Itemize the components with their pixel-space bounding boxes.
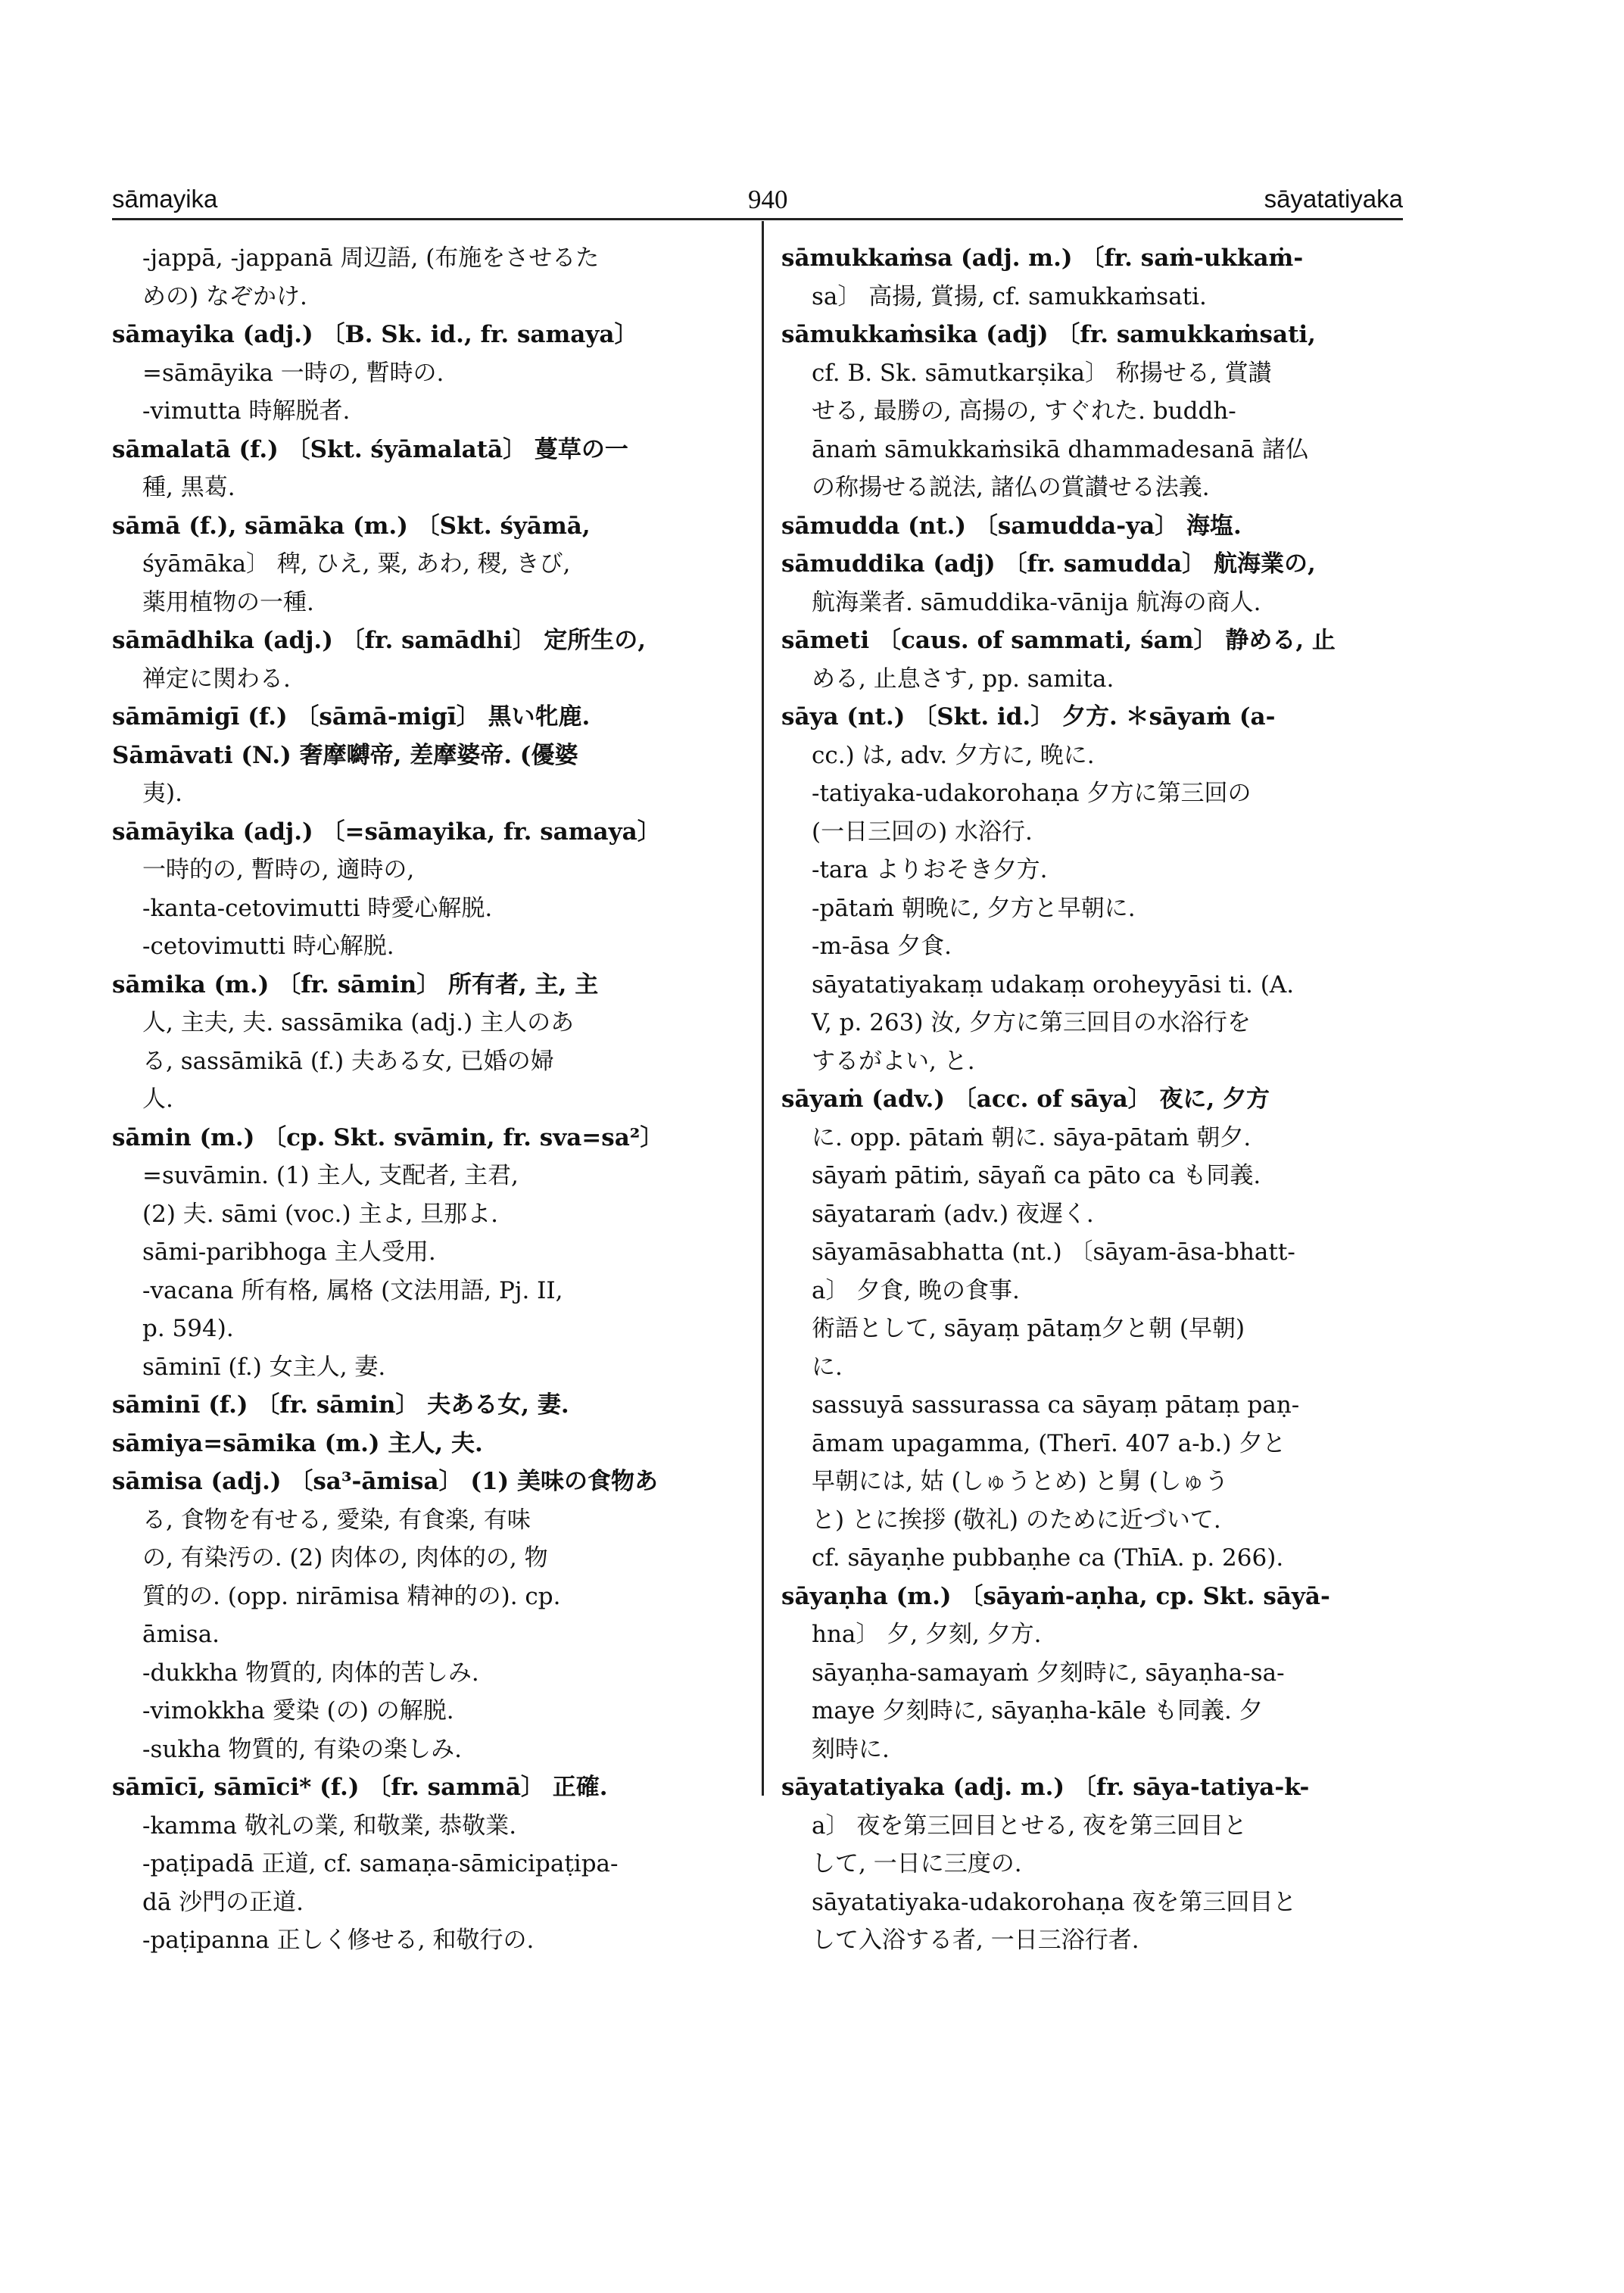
- entry-text-line: 種, 黒葛.: [142, 474, 235, 501]
- entry-text-line: V, p. 263) 汝, 夕方に第三回目の水浴行を: [812, 1009, 1252, 1036]
- entry-text-line: に. opp. pātaṁ 朝に. sāya-pātaṁ 朝夕.: [812, 1123, 1252, 1151]
- entry-headword-line: sāmāyika (adj.) 〔=sāmayika, fr. samaya〕: [112, 818, 661, 846]
- entry-text-line: 禅定に関わる.: [142, 665, 291, 693]
- entry-text-line: 夷).: [142, 780, 182, 807]
- entry-text-line: cf. sāyaṇhe pubbaṇhe ca (ThīA. p. 266).: [812, 1544, 1284, 1572]
- entry-headword-line: sāminī (f.) 〔fr. sāmin〕 夫ある女, 妻.: [112, 1391, 569, 1419]
- entry-headword-line: sāyaṁ (adv.) 〔acc. of sāya〕 夜に, 夕方: [781, 1086, 1270, 1113]
- entry-text-line: sāyaṇha-samayaṁ 夕刻時に, sāyaṇha-sa-: [812, 1659, 1285, 1687]
- running-head-right: sāyatatiyaka: [1264, 185, 1403, 213]
- running-head-left: sāmayika: [112, 185, 218, 213]
- entry-text-line: -pātaṁ 朝晩に, 夕方と早朝に.: [812, 894, 1136, 922]
- entry-text-line: める, 止息さす, pp. samita.: [812, 665, 1114, 693]
- entry-headword-line: sāmīcī, sāmīci* (f.) 〔fr. sammā〕 正確.: [112, 1774, 608, 1801]
- entry-text-line: る, sassāmikā (f.) 夫ある女, 已婚の婦: [142, 1047, 554, 1075]
- entry-text-line: -paṭipadā 正道, cf. samaṇa-sāmicipaṭipa-: [142, 1850, 619, 1877]
- entry-text-line: 刻時に.: [812, 1735, 890, 1763]
- entry-text-line: (2) 夫. sāmi (voc.) 主よ, 旦那よ.: [142, 1200, 499, 1228]
- entry-text-line: śyāmāka〕 稗, ひえ, 粟, あわ, 稷, きび,: [142, 550, 571, 578]
- entry-text-line: p. 594).: [142, 1315, 234, 1342]
- entry-text-line: sāyatatiyakaṃ udakaṃ oroheyyāsi ti. (A.: [812, 970, 1295, 999]
- entry-text-line: ānaṁ sāmukkaṁsikā dhammadesanā 諸仏: [812, 435, 1309, 463]
- entry-headword-line: sāmin (m.) 〔cp. Skt. svāmin, fr. sva=sa²〕: [112, 1123, 664, 1151]
- entry-text-line: -kanta-cetovimutti 時愛心解脱.: [142, 894, 493, 922]
- entry-text-line: sa〕 高揚, 賞揚, cf. samukkaṁsati.: [812, 282, 1207, 310]
- entry-text-line: 術語として, sāyaṃ pātaṃ夕と朝 (早朝): [812, 1315, 1245, 1342]
- entry-text-line: -kamma 敬礼の業, 和敬業, 恭敬業.: [142, 1812, 517, 1840]
- entry-text-line: a〕 夕食, 晩の食事.: [812, 1276, 1020, 1304]
- entry-text-line: る, 食物を有せる, 愛染, 有食楽, 有味: [142, 1506, 531, 1534]
- header-rule: [112, 218, 1403, 220]
- entry-text-line: と) とに挨拶 (敬礼) のために近づいて.: [812, 1506, 1221, 1534]
- entry-text-line: -paṭipanna 正しく修せる, 和敬行の.: [142, 1927, 535, 1954]
- entry-text-line: 航海業者. sāmuddika-vānija 航海の商人.: [812, 588, 1261, 616]
- entry-text-line: 人.: [142, 1086, 173, 1113]
- entry-text-line: -m-āsa 夕食.: [812, 933, 952, 960]
- entry-headword-line: sāmā (f.), sāmāka (m.) 〔Skt. śyāmā,: [112, 512, 591, 540]
- entry-text-line: āmam upagamma, (Therī. 407 a-b.) 夕と: [812, 1429, 1286, 1457]
- entry-text-line: -vimokkha 愛染 (の) の解脱.: [142, 1697, 454, 1724]
- entry-headword-line: sāmuddika (adj) 〔fr. samudda〕 航海業の,: [781, 550, 1316, 578]
- entry-text-line: sāminī (f.) 女主人, 妻.: [142, 1353, 386, 1381]
- entry-text-line: sāmi-paribhoga 主人受用.: [142, 1238, 436, 1266]
- entry-headword-line: sāmisa (adj.) 〔sa³-āmisa〕 (1) 美味の食物あ: [112, 1468, 659, 1495]
- entry-text-line: して入浴する者, 一日三浴行者.: [812, 1927, 1139, 1954]
- entry-text-line: 早朝には, 姑 (しゅうとめ) と舅 (しゅう: [812, 1468, 1229, 1495]
- entry-text-line: sāyatatiyaka-udakorohaṇa 夜を第三回目と: [812, 1888, 1297, 1916]
- entry-headword-line: Sāmāvati (N.) 奢摩嚩帝, 差摩婆帝. (優婆: [112, 741, 578, 769]
- entry-headword-line: sāmādhika (adj.) 〔fr. samādhi〕 定所生の,: [112, 627, 647, 654]
- entry-text-line: -jappā, -jappanā 周辺語, (布施をさせるた: [142, 245, 600, 272]
- entry-headword-line: sāmukkaṁsa (adj. m.) 〔fr. saṁ-ukkaṁ-: [781, 245, 1304, 272]
- entry-text-line: a〕 夜を第三回目とせる, 夜を第三回目と: [812, 1812, 1248, 1840]
- right-column: [781, 239, 1402, 1960]
- entry-text-line: -tara よりおそき夕方.: [812, 856, 1048, 883]
- entry-text-line: sassuyā sassurassa ca sāyaṃ pātaṃ paṇ-: [812, 1391, 1300, 1419]
- entry-text-line: sāyataraṁ (adv.) 夜遅く.: [812, 1200, 1094, 1228]
- entry-text-line: hna〕 夕, 夕刻, 夕方.: [812, 1621, 1042, 1648]
- page-number: 940: [748, 185, 788, 214]
- entry-text-line: sāyaṁ pātiṁ, sāyañ ca pāto ca も同義.: [812, 1162, 1261, 1189]
- entry-text-line: に.: [812, 1353, 843, 1381]
- entry-text-line: の称揚せる説法, 諸仏の賞讃せる法義.: [812, 474, 1210, 501]
- entry-text-line: sāyamāsabhatta (nt.) 〔sāyam-āsa-bhatt-: [812, 1238, 1295, 1266]
- entry-text-line: -dukkha 物質的, 肉体的苦しみ.: [142, 1659, 479, 1687]
- entry-text-line: の, 有染汚の. (2) 肉体の, 肉体的の, 物: [142, 1544, 548, 1572]
- page-header: [112, 185, 1403, 223]
- entry-text-line: cc.) は, adv. 夕方に, 晩に.: [812, 741, 1095, 769]
- entry-text-line: 人, 主夫, 夫. sassāmika (adj.) 主人のあ: [142, 1009, 575, 1036]
- entry-text-line: dā 沙門の正道.: [142, 1888, 304, 1916]
- entry-headword-line: sāmiya=sāmika (m.) 主人, 夫.: [112, 1429, 483, 1457]
- entry-headword-line: sāmudda (nt.) 〔samudda-ya〕 海塩.: [781, 512, 1242, 540]
- entry-headword-line: sāmika (m.) 〔fr. sāmin〕 所有者, 主, 主: [112, 970, 599, 999]
- entry-text-line: して, 一日に三度の.: [812, 1850, 1022, 1877]
- left-column: [112, 239, 733, 1960]
- entry-text-line: =suvāmin. (1) 主人, 支配者, 主君,: [142, 1162, 519, 1189]
- entry-text-line: (一日三回の) 水浴行.: [812, 818, 1033, 846]
- entry-text-line: maye 夕刻時に, sāyaṇha-kāle も同義. 夕: [812, 1697, 1263, 1724]
- entry-headword-line: sāyaṇha (m.) 〔sāyaṁ-aṇha, cp. Skt. sāyā-: [781, 1582, 1330, 1610]
- entry-text-line: -tatiyaka-udakorohaṇa 夕方に第三回の: [812, 780, 1252, 807]
- entry-headword-line: sāmalatā (f.) 〔Skt. śyāmalatā〕 蔓草の一: [112, 435, 628, 463]
- entry-text-line: =sāmāyika 一時の, 暫時の.: [142, 359, 444, 387]
- entry-text-line: āmisa.: [142, 1621, 220, 1648]
- entry-headword-line: sāmāmigī (f.) 〔sāmā-migī〕 黒い牝鹿.: [112, 703, 591, 731]
- entry-text-line: -vacana 所有格, 属格 (文法用語, Pj. II,: [142, 1276, 563, 1304]
- entry-headword-line: sāyatatiyaka (adj. m.) 〔fr. sāya-tatiya-k-: [781, 1774, 1310, 1801]
- entry-text-line: 薬用植物の一種.: [142, 588, 314, 616]
- entry-headword-line: sāmayika (adj.) 〔B. Sk. id., fr. samaya〕: [112, 321, 638, 348]
- entry-text-line: 質的の. (opp. nirāmisa 精神的の). cp.: [142, 1582, 561, 1610]
- entry-headword-line: sāya (nt.) 〔Skt. id.〕 夕方. ＊sāyaṁ (a-: [781, 703, 1276, 731]
- entry-text-line: -vimutta 時解脱者.: [142, 397, 351, 425]
- entry-text-line: cf. B. Sk. sāmutkarṣika〕 称揚せる, 賞讃: [812, 359, 1272, 387]
- entry-text-line: せる, 最勝の, 高揚の, すぐれた. buddh-: [812, 397, 1236, 425]
- entry-text-line: するがよい, と.: [812, 1047, 975, 1075]
- entry-text-line: めの) なぞかけ.: [142, 282, 307, 310]
- entry-text-line: -sukha 物質的, 有染の楽しみ.: [142, 1735, 462, 1763]
- entry-headword-line: sāmeti 〔caus. of sammati, śam〕 静める, 止: [781, 627, 1336, 654]
- column-divider: [762, 221, 764, 1796]
- entry-text-line: 一時的の, 暫時の, 適時の,: [142, 856, 415, 883]
- entry-headword-line: sāmukkaṁsika (adj) 〔fr. samukkaṁsati,: [781, 321, 1316, 348]
- entry-text-line: -cetovimutti 時心解脱.: [142, 933, 394, 960]
